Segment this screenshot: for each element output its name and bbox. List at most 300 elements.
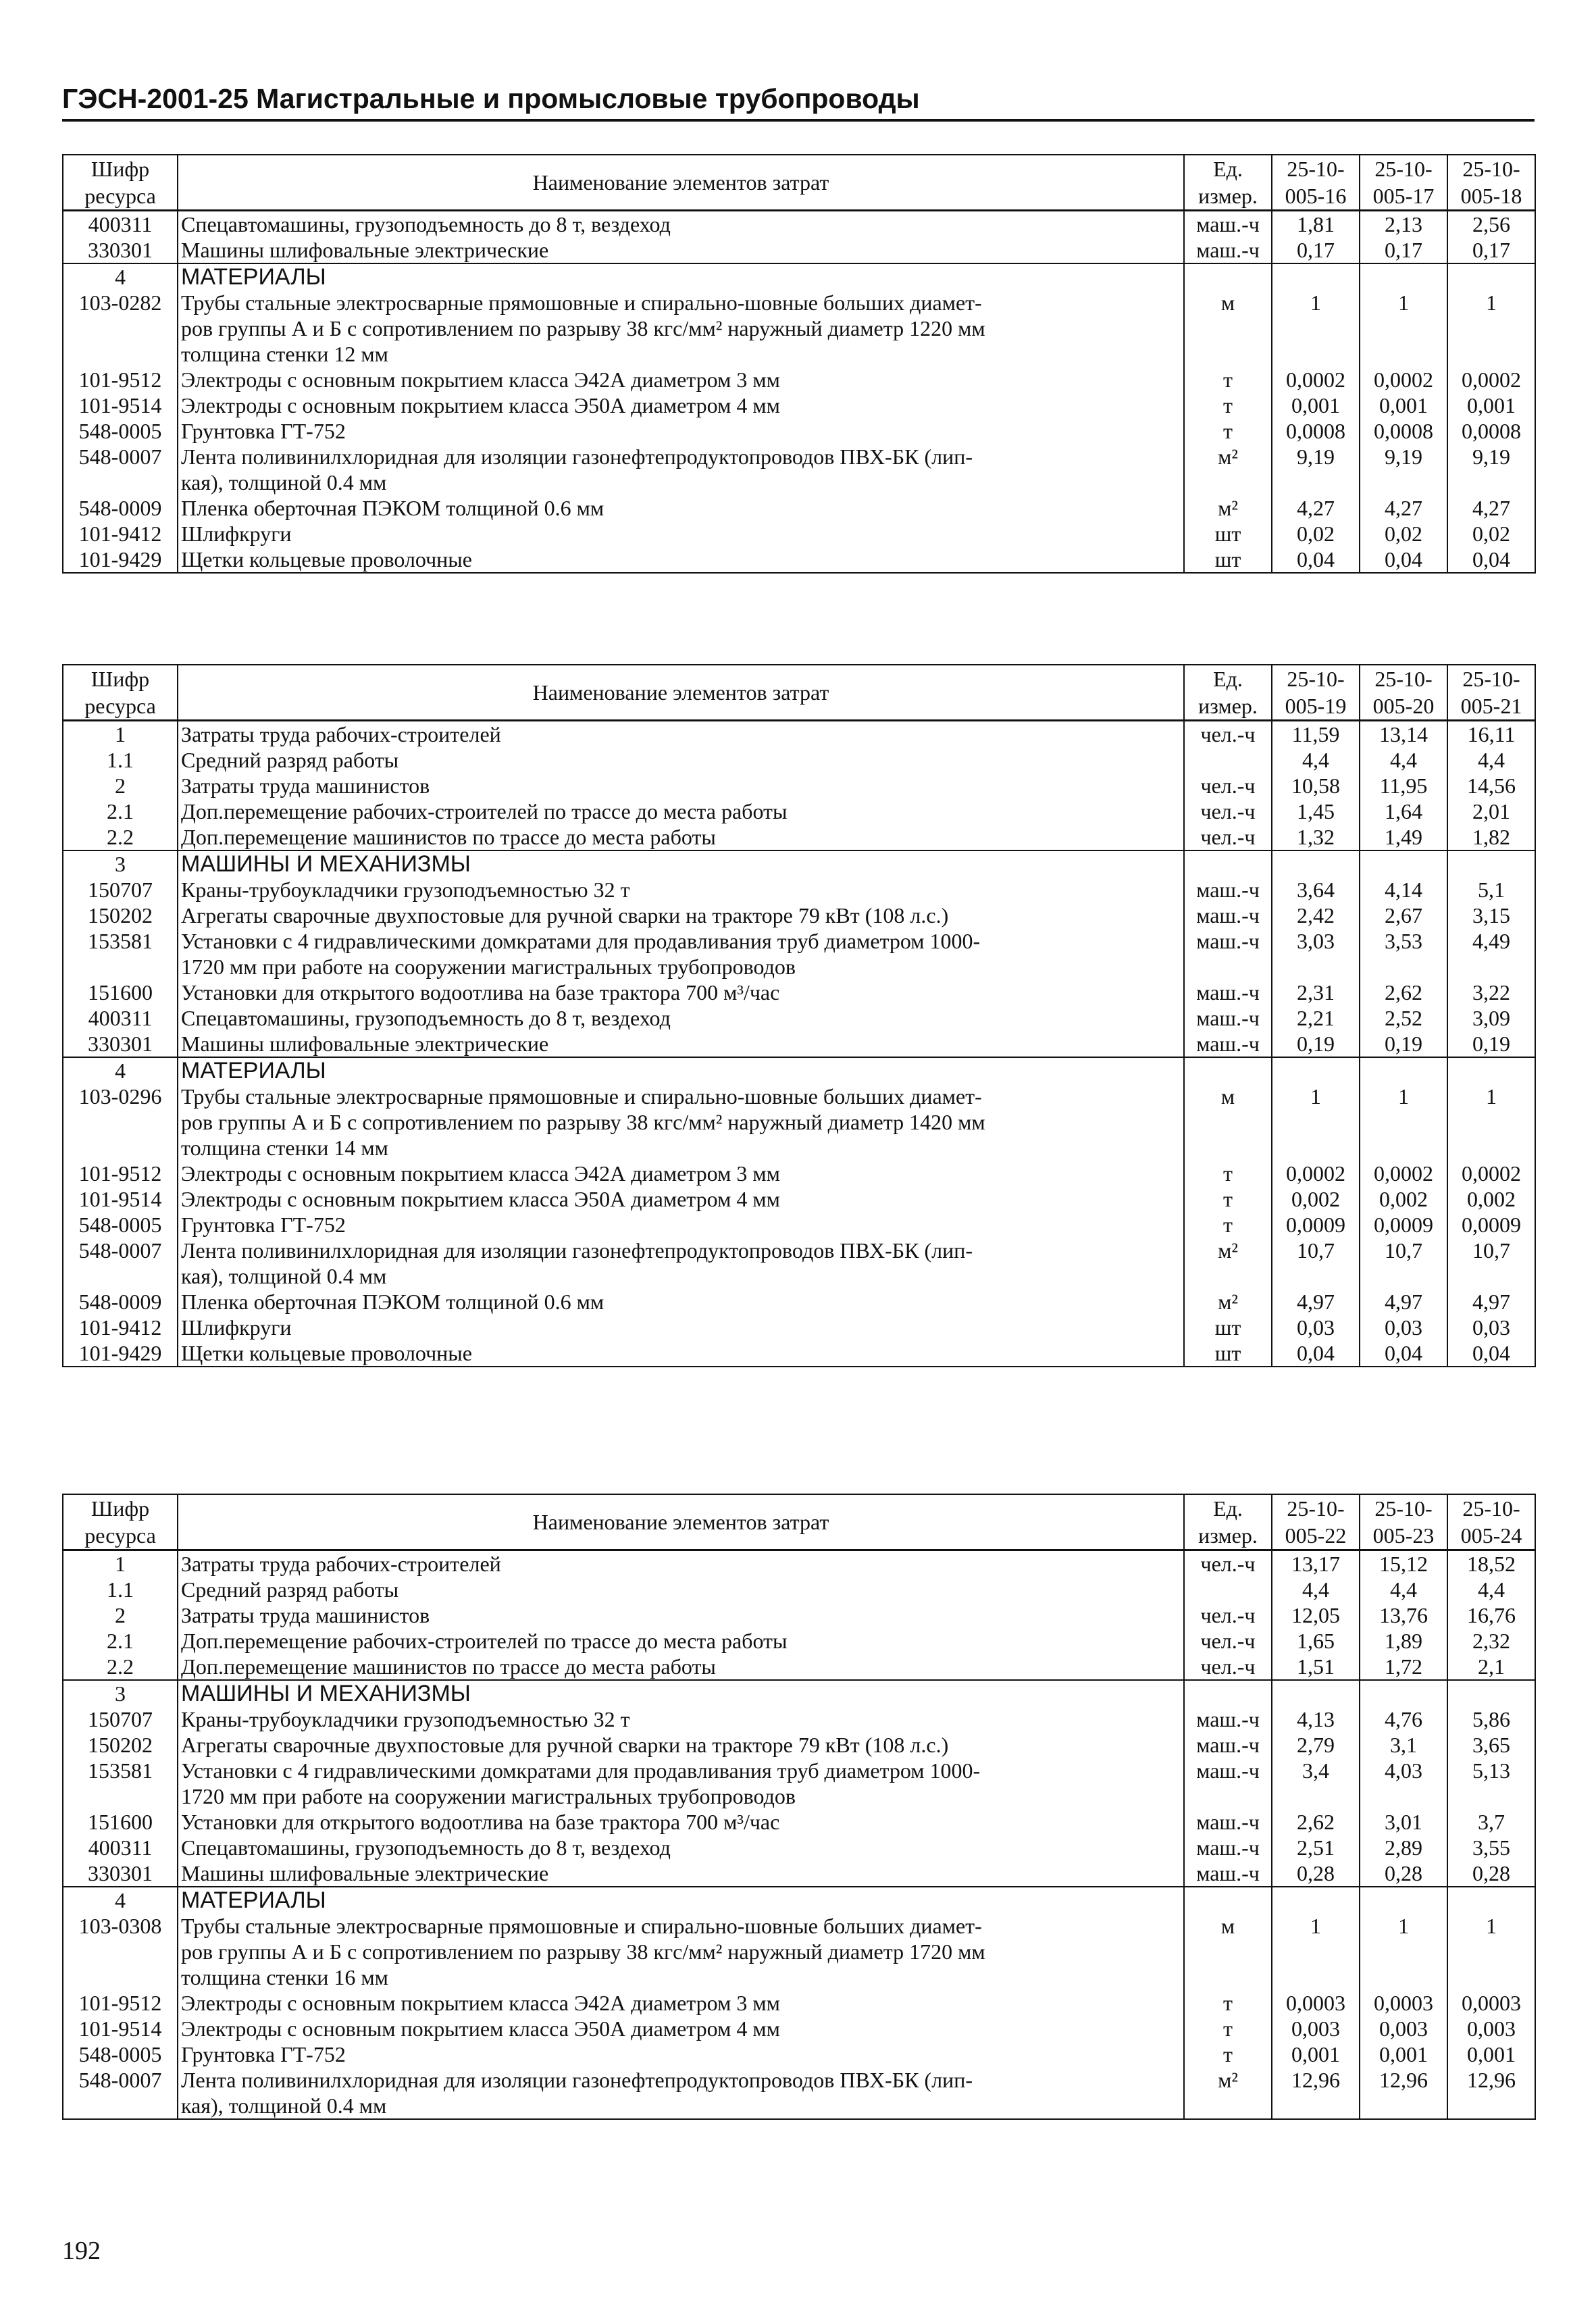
norm-value xyxy=(1447,1057,1535,1084)
resource-code xyxy=(63,1550,178,1577)
table-row xyxy=(63,928,1535,980)
text-line: 150707 xyxy=(88,1707,153,1731)
norm-value: 2,13 xyxy=(1360,211,1447,238)
text-line xyxy=(66,1783,174,1809)
text-line: Лента поливинилхлоридная для изоляции газонефтепродуктопроводов ПВХ-БК (лип- xyxy=(181,2068,973,2092)
norm-value: 1,65 xyxy=(1272,1628,1360,1654)
unit: чел.-ч xyxy=(1184,1602,1272,1628)
table-row xyxy=(63,1289,1535,1315)
table-row xyxy=(63,1212,1535,1238)
norm-value: 2,62 xyxy=(1360,980,1447,1005)
norm-value: 0,001 xyxy=(1447,2041,1535,2067)
text-line: Щетки кольцевые проволочные xyxy=(181,1341,472,1365)
table-row xyxy=(63,798,1535,824)
norm-value: 0,0008 xyxy=(1447,418,1535,444)
cost-element-name xyxy=(178,877,1184,903)
text-line: 330301 xyxy=(88,1032,153,1056)
table-row xyxy=(63,211,1535,238)
resource-code xyxy=(63,1161,178,1186)
norm-value: 4,76 xyxy=(1360,1706,1447,1732)
header-line: Ед. xyxy=(1213,1496,1243,1521)
resource-code xyxy=(63,1057,178,1084)
cost-element-name xyxy=(178,1913,1184,1990)
text-line: 101-9412 xyxy=(78,1315,162,1340)
resource-code xyxy=(63,1602,178,1628)
text-line: Пленка оберточная ПЭКОМ толщиной 0.6 мм xyxy=(181,496,604,520)
header-line: измер. xyxy=(1198,184,1258,208)
table-row xyxy=(63,1186,1535,1212)
text-line xyxy=(66,1135,174,1161)
norm-value: 0,002 xyxy=(1447,1186,1535,1212)
norm-value: 4,4 xyxy=(1447,1577,1535,1602)
text-line: Доп.перемещение рабочих-строителей по трассе до места работы xyxy=(181,1629,788,1653)
resource-table-2 xyxy=(62,664,1536,1367)
header-line: 005-22 xyxy=(1285,1523,1347,1548)
cost-element-name xyxy=(178,2067,1184,2119)
unit: маш.-ч xyxy=(1184,1706,1272,1732)
text-line: 151600 xyxy=(88,980,153,1005)
header-norm-005-17 xyxy=(1360,155,1447,211)
unit xyxy=(1184,1680,1272,1706)
norm-value: 12,96 xyxy=(1447,2067,1535,2119)
resource-code xyxy=(63,1706,178,1732)
table-row xyxy=(63,547,1535,573)
text-line: ров группы А и Б с сопротивлением по разрыву 38 кгс/мм² наружный диаметр 1220 мм xyxy=(181,316,985,340)
text-line xyxy=(66,1109,174,1135)
header-line: 005-24 xyxy=(1460,1523,1522,1548)
norm-value: 9,19 xyxy=(1272,444,1360,495)
norm-value: 9,19 xyxy=(1447,444,1535,495)
cost-element-name xyxy=(178,1990,1184,2016)
text-line xyxy=(66,1964,174,1990)
norm-value: 2,31 xyxy=(1272,980,1360,1005)
resource-code xyxy=(63,2041,178,2067)
header-line: 25-10- xyxy=(1287,1496,1345,1521)
norm-value xyxy=(1272,1680,1360,1706)
text-line: Средний разряд работы xyxy=(181,1577,399,1602)
norm-value xyxy=(1272,263,1360,290)
norm-value xyxy=(1360,263,1447,290)
text-line: 2.2 xyxy=(107,1654,134,1679)
text-line: 548-0005 xyxy=(78,1213,162,1237)
cost-element-name xyxy=(178,824,1184,850)
resource-code xyxy=(63,2067,178,2119)
norm-value: 0,002 xyxy=(1272,1186,1360,1212)
norm-value: 4,03 xyxy=(1360,1758,1447,1809)
header-line: Ед. xyxy=(1213,667,1243,691)
unit: м² xyxy=(1184,2067,1272,2119)
resource-code xyxy=(63,211,178,238)
resource-table-1 xyxy=(62,154,1536,574)
resource-code xyxy=(63,928,178,980)
text-line: Спецавтомашины, грузоподъемность до 8 т, вездеход xyxy=(181,1006,671,1030)
norm-value: 4,4 xyxy=(1360,1577,1447,1602)
unit: т xyxy=(1184,2041,1272,2067)
text-line: 101-9514 xyxy=(78,1187,162,1211)
cost-element-name xyxy=(178,1340,1184,1367)
header-line: 005-20 xyxy=(1372,694,1435,718)
section-title xyxy=(178,1057,1184,1084)
text-line: Затраты труда рабочих-строителей xyxy=(181,1552,501,1576)
table-row xyxy=(63,1550,1535,1577)
text-line: 1720 мм при работе на сооружении магистральных трубопроводов xyxy=(181,1784,796,1808)
unit: маш.-ч xyxy=(1184,980,1272,1005)
resource-code xyxy=(63,2016,178,2041)
norm-value: 1,64 xyxy=(1360,798,1447,824)
unit: маш.-ч xyxy=(1184,928,1272,980)
text-line: Электроды с основным покрытием класса Э50А диаметром 4 мм xyxy=(181,1187,780,1211)
text-line: Лента поливинилхлоридная для изоляции газонефтепродуктопроводов ПВХ-БК (лип- xyxy=(181,444,973,469)
norm-value: 3,65 xyxy=(1447,1732,1535,1758)
resource-table-3 xyxy=(62,1494,1536,2120)
resource-code xyxy=(63,1186,178,1212)
cost-element-name xyxy=(178,1550,1184,1577)
norm-value: 0,19 xyxy=(1272,1031,1360,1057)
text-line: МАТЕРИАЛЫ xyxy=(181,264,326,290)
cost-element-name xyxy=(178,773,1184,798)
cost-element-name xyxy=(178,392,1184,418)
norm-value: 4,97 xyxy=(1447,1289,1535,1315)
table-row xyxy=(63,1706,1535,1732)
table-row xyxy=(63,2067,1535,2119)
norm-value: 5,1 xyxy=(1447,877,1535,903)
header-unit xyxy=(1184,1494,1272,1550)
section-title xyxy=(178,263,1184,290)
section-title xyxy=(178,850,1184,877)
norm-value: 0,0002 xyxy=(1447,367,1535,392)
norm-value: 0,003 xyxy=(1272,2016,1360,2041)
text-line: 400311 xyxy=(88,1006,153,1030)
header-norm-005-16 xyxy=(1272,155,1360,211)
cost-element-name xyxy=(178,1186,1184,1212)
text-line: Грунтовка ГТ-752 xyxy=(181,2042,346,2066)
text-line: 330301 xyxy=(88,238,153,262)
cost-element-name xyxy=(178,495,1184,521)
norm-value: 1,72 xyxy=(1360,1654,1447,1680)
header-line: ресурса xyxy=(84,1523,156,1548)
table-row xyxy=(63,1732,1535,1758)
text-line: Лента поливинилхлоридная для изоляции газонефтепродуктопроводов ПВХ-БК (лип- xyxy=(181,1238,973,1263)
norm-value: 0,04 xyxy=(1447,547,1535,573)
text-line: МАТЕРИАЛЫ xyxy=(181,1058,326,1084)
table-row xyxy=(63,721,1535,748)
table-row xyxy=(63,521,1535,547)
header-line: 25-10- xyxy=(1462,157,1520,181)
norm-value: 4,97 xyxy=(1272,1289,1360,1315)
text-line xyxy=(66,954,174,980)
table-row xyxy=(63,1654,1535,1680)
cost-element-name xyxy=(178,1238,1184,1289)
text-line: 2.2 xyxy=(107,825,134,849)
text-line: Установки с 4 гидравлическими домкратами для продавливания труб диаметром 1000- xyxy=(181,1758,981,1783)
norm-value: 2,67 xyxy=(1360,903,1447,928)
norm-value: 1,32 xyxy=(1272,824,1360,850)
norm-value: 0,04 xyxy=(1272,1340,1360,1367)
text-line: Машины шлифовальные электрические xyxy=(181,1861,549,1885)
cost-element-name xyxy=(178,928,1184,980)
text-line: 103-0308 xyxy=(78,1914,162,1938)
unit: шт xyxy=(1184,521,1272,547)
resource-code xyxy=(63,1628,178,1654)
norm-value xyxy=(1360,1887,1447,1913)
unit: м² xyxy=(1184,495,1272,521)
norm-value: 9,19 xyxy=(1360,444,1447,495)
text-line: 400311 xyxy=(88,1835,153,1860)
norm-value: 13,17 xyxy=(1272,1550,1360,1577)
norm-value xyxy=(1360,1680,1447,1706)
cost-element-name xyxy=(178,1860,1184,1887)
section-title xyxy=(178,1680,1184,1706)
norm-value: 1 xyxy=(1272,1084,1360,1161)
resource-code xyxy=(63,1732,178,1758)
unit: м xyxy=(1184,1084,1272,1161)
cost-element-name xyxy=(178,1732,1184,1758)
unit: т xyxy=(1184,2016,1272,2041)
norm-value: 12,96 xyxy=(1360,2067,1447,2119)
cost-element-name xyxy=(178,1835,1184,1860)
text-line: 548-0007 xyxy=(78,2068,162,2092)
resource-code xyxy=(63,444,178,495)
norm-value xyxy=(1272,850,1360,877)
resource-code xyxy=(63,1809,178,1835)
cost-element-name xyxy=(178,521,1184,547)
table-row xyxy=(63,418,1535,444)
norm-value: 0,001 xyxy=(1272,392,1360,418)
cost-element-name xyxy=(178,1005,1184,1031)
text-line: Трубы стальные электросварные прямошовные и спирально-шовные больших диамет- xyxy=(181,290,982,315)
norm-value: 3,7 xyxy=(1447,1809,1535,1835)
header-line: измер. xyxy=(1198,694,1258,718)
norm-value: 1 xyxy=(1360,1913,1447,1990)
table-row xyxy=(63,1602,1535,1628)
page-title: ГЭСН-2001-25 Магистральные и промысловые трубопроводы xyxy=(62,82,1535,122)
text-line: Установки с 4 гидравлическими домкратами для продавливания труб диаметром 1000- xyxy=(181,929,981,953)
norm-value: 3,15 xyxy=(1447,903,1535,928)
norm-value: 15,12 xyxy=(1360,1550,1447,1577)
resource-code xyxy=(63,1887,178,1913)
norm-value: 2,89 xyxy=(1360,1835,1447,1860)
norm-value: 0,0002 xyxy=(1272,1161,1360,1186)
text-line: кая), толщиной 0.4 мм xyxy=(181,2093,387,2118)
table-row xyxy=(63,1161,1535,1186)
norm-value: 0,04 xyxy=(1360,1340,1447,1367)
text-line: 103-0282 xyxy=(78,290,162,315)
table-row xyxy=(63,1577,1535,1602)
cost-element-name xyxy=(178,1628,1184,1654)
unit: чел.-ч xyxy=(1184,824,1272,850)
resource-code xyxy=(63,1031,178,1057)
cost-element-name xyxy=(178,237,1184,263)
resource-code xyxy=(63,547,178,573)
table-row xyxy=(63,444,1535,495)
norm-value: 2,01 xyxy=(1447,798,1535,824)
unit: чел.-ч xyxy=(1184,1628,1272,1654)
norm-value: 3,4 xyxy=(1272,1758,1360,1809)
text-line: 153581 xyxy=(88,1758,153,1783)
header-resource-code xyxy=(63,155,178,211)
unit xyxy=(1184,1887,1272,1913)
text-line: 103-0296 xyxy=(78,1084,162,1109)
norm-value: 10,7 xyxy=(1447,1238,1535,1289)
text-line: Грунтовка ГТ-752 xyxy=(181,419,346,443)
norm-value: 2,52 xyxy=(1360,1005,1447,1031)
text-line: 400311 xyxy=(88,212,153,236)
cost-element-name xyxy=(178,1602,1184,1628)
header-norm-005-23 xyxy=(1360,1494,1447,1550)
unit: чел.-ч xyxy=(1184,1550,1272,1577)
unit: м xyxy=(1184,290,1272,367)
text-line: Электроды с основным покрытием класса Э42А диаметром 3 мм xyxy=(181,1161,780,1186)
resource-code xyxy=(63,521,178,547)
header-norm-005-20 xyxy=(1360,665,1447,721)
norm-value: 0,02 xyxy=(1360,521,1447,547)
text-line: 2 xyxy=(115,1603,126,1627)
norm-value xyxy=(1447,1680,1535,1706)
norm-value: 2,1 xyxy=(1447,1654,1535,1680)
resource-code xyxy=(63,1913,178,1990)
text-line: 101-9429 xyxy=(78,547,162,571)
table-row xyxy=(63,773,1535,798)
norm-value: 4,4 xyxy=(1272,1577,1360,1602)
norm-value: 1,45 xyxy=(1272,798,1360,824)
header-cost-element: Наименование элементов затрат xyxy=(178,155,1184,211)
text-line: 2.1 xyxy=(107,1629,134,1653)
norm-value: 0,28 xyxy=(1447,1860,1535,1887)
text-line: 2.1 xyxy=(107,799,134,823)
norm-value xyxy=(1360,850,1447,877)
resource-code xyxy=(63,1315,178,1340)
norm-value: 1 xyxy=(1447,1084,1535,1161)
header-line: измер. xyxy=(1198,1523,1258,1548)
text-line: 3 xyxy=(115,852,126,876)
text-line: Доп.перемещение рабочих-строителей по трассе до места работы xyxy=(181,799,788,823)
table-row xyxy=(63,1628,1535,1654)
norm-value: 3,1 xyxy=(1360,1732,1447,1758)
norm-value: 13,76 xyxy=(1360,1602,1447,1628)
text-line: Доп.перемещение машинистов по трассе до места работы xyxy=(181,825,716,849)
table-row xyxy=(63,263,1535,290)
table-row xyxy=(63,495,1535,521)
text-line: Установки для открытого водоотлива на базе трактора 700 м³/час xyxy=(181,1810,780,1834)
norm-value: 0,001 xyxy=(1360,2041,1447,2067)
text-line: 101-9512 xyxy=(78,1161,162,1186)
text-line: 101-9412 xyxy=(78,522,162,546)
header-line: Шифр xyxy=(91,667,150,691)
text-line: 548-0007 xyxy=(78,1238,162,1263)
text-line: толщина стенки 14 мм xyxy=(181,1136,388,1160)
header-norm-005-18 xyxy=(1447,155,1535,211)
resource-code xyxy=(63,798,178,824)
resource-code xyxy=(63,1005,178,1031)
table-row xyxy=(63,1057,1535,1084)
text-line: МАТЕРИАЛЫ xyxy=(181,1887,326,1913)
cost-element-name xyxy=(178,1706,1184,1732)
norm-value: 4,4 xyxy=(1272,747,1360,773)
resource-code xyxy=(63,1238,178,1289)
header-norm-005-19 xyxy=(1272,665,1360,721)
text-line: Краны-трубоукладчики грузоподъемностью 32 т xyxy=(181,1707,630,1731)
norm-value: 0,0002 xyxy=(1272,367,1360,392)
text-line: Доп.перемещение машинистов по трассе до места работы xyxy=(181,1654,716,1679)
resource-code xyxy=(63,1289,178,1315)
text-line: 101-9512 xyxy=(78,367,162,392)
norm-value: 0,28 xyxy=(1360,1860,1447,1887)
text-line: 3 xyxy=(115,1681,126,1706)
norm-value: 0,002 xyxy=(1360,1186,1447,1212)
text-line: 101-9514 xyxy=(78,2016,162,2041)
norm-value: 0,001 xyxy=(1447,392,1535,418)
table-row xyxy=(63,1809,1535,1835)
table-row xyxy=(63,824,1535,850)
header-line: 25-10- xyxy=(1374,157,1433,181)
text-line: Электроды с основным покрытием класса Э42А диаметром 3 мм xyxy=(181,367,780,392)
table-row xyxy=(63,1860,1535,1887)
text-line: 1.1 xyxy=(107,1577,134,1602)
resource-code xyxy=(63,721,178,748)
unit: т xyxy=(1184,1990,1272,2016)
table-row xyxy=(63,367,1535,392)
unit: м² xyxy=(1184,1238,1272,1289)
norm-value: 5,86 xyxy=(1447,1706,1535,1732)
norm-value: 0,02 xyxy=(1272,521,1360,547)
unit: маш.-ч xyxy=(1184,1758,1272,1809)
text-line: Затраты труда машинистов xyxy=(181,773,430,798)
norm-value: 0,19 xyxy=(1447,1031,1535,1057)
resource-code xyxy=(63,903,178,928)
unit: т xyxy=(1184,1212,1272,1238)
cost-element-name xyxy=(178,2016,1184,2041)
norm-value xyxy=(1360,1057,1447,1084)
unit: т xyxy=(1184,1186,1272,1212)
cost-element-name xyxy=(178,444,1184,495)
header-unit xyxy=(1184,155,1272,211)
norm-value: 0,0008 xyxy=(1360,418,1447,444)
norm-value: 10,7 xyxy=(1272,1238,1360,1289)
unit: маш.-ч xyxy=(1184,1835,1272,1860)
text-line: 101-9514 xyxy=(78,393,162,417)
unit: чел.-ч xyxy=(1184,773,1272,798)
resource-code xyxy=(63,747,178,773)
unit xyxy=(1184,263,1272,290)
text-line: Электроды с основным покрытием класса Э42А диаметром 3 мм xyxy=(181,1991,780,2015)
norm-value: 0,0009 xyxy=(1447,1212,1535,1238)
norm-value: 11,59 xyxy=(1272,721,1360,748)
cost-element-name xyxy=(178,1289,1184,1315)
resource-code xyxy=(63,1990,178,2016)
norm-value: 2,56 xyxy=(1447,211,1535,238)
norm-value: 2,42 xyxy=(1272,903,1360,928)
norm-value: 1 xyxy=(1272,1913,1360,1990)
text-line: 151600 xyxy=(88,1810,153,1834)
resource-code xyxy=(63,1835,178,1860)
text-line: кая), толщиной 0.4 мм xyxy=(181,1264,387,1288)
header-line: 25-10- xyxy=(1462,667,1520,691)
resource-code xyxy=(63,1212,178,1238)
unit: шт xyxy=(1184,547,1272,573)
unit: чел.-ч xyxy=(1184,1654,1272,1680)
norm-value: 2,21 xyxy=(1272,1005,1360,1031)
norm-value: 16,76 xyxy=(1447,1602,1535,1628)
table-row xyxy=(63,1835,1535,1860)
cost-element-name xyxy=(178,1654,1184,1680)
cost-element-name xyxy=(178,1809,1184,1835)
header-line: Шифр xyxy=(91,1496,150,1521)
text-line xyxy=(66,2093,174,2118)
cost-element-name xyxy=(178,1084,1184,1161)
header-resource-code xyxy=(63,1494,178,1550)
norm-value: 18,52 xyxy=(1447,1550,1535,1577)
table-row xyxy=(63,237,1535,263)
